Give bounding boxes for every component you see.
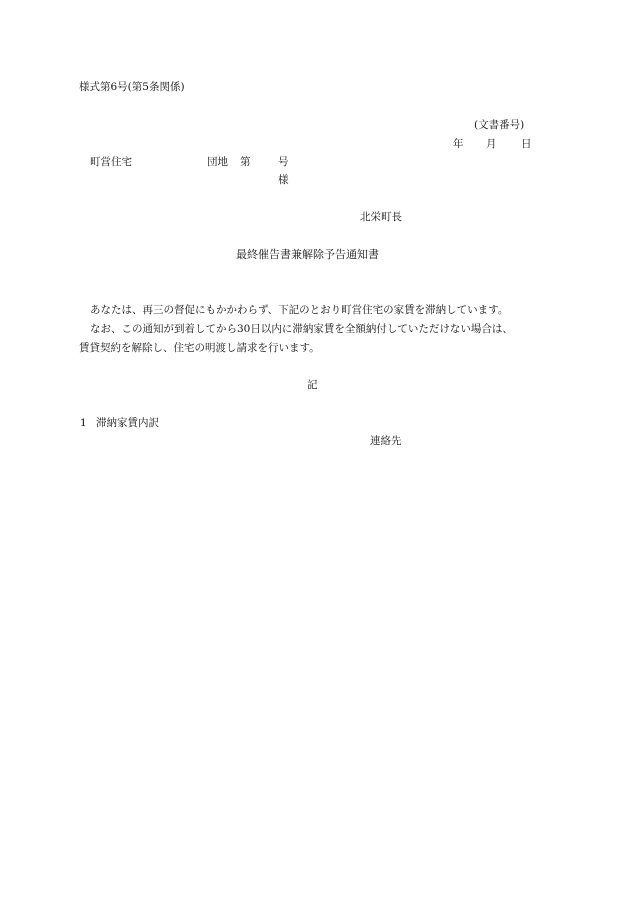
recipient-housing: 町営住宅 [90, 156, 132, 168]
body-paragraph-1: あなたは、再三の督促にもかかわらず、下記のとおり町営住宅の家賃を滞納しています。 [90, 304, 509, 316]
item-1-label: 滞納家賃内訳 [96, 417, 159, 429]
item-1-number: 1 [80, 417, 87, 429]
document-title: 最終催告書兼解除予告通知書 [236, 248, 379, 261]
sender-name: 北栄町長 [360, 211, 402, 223]
form-label: 様式第6号(第5条関係) [79, 81, 185, 93]
recipient-honorific: 様 [278, 174, 289, 186]
recipient-number-prefix: 第 [240, 156, 251, 168]
ki-heading: 記 [307, 379, 318, 391]
date-day: 日 [521, 138, 532, 150]
date-year: 年 [453, 138, 464, 150]
body-paragraph-2: なお、この通知が到着してから30日以内に滞納家賃を全額納付していただけない場合は、 [90, 323, 513, 335]
contact-label: 連絡先 [370, 435, 402, 447]
recipient-number-suffix: 号 [278, 156, 289, 168]
recipient-complex: 団地 [207, 156, 228, 168]
date-month: 月 [486, 138, 497, 150]
document-number: (文書番号) [474, 119, 525, 131]
body-paragraph-3: 賃貸契約を解除し、住宅の明渡し請求を行います。 [79, 342, 320, 354]
